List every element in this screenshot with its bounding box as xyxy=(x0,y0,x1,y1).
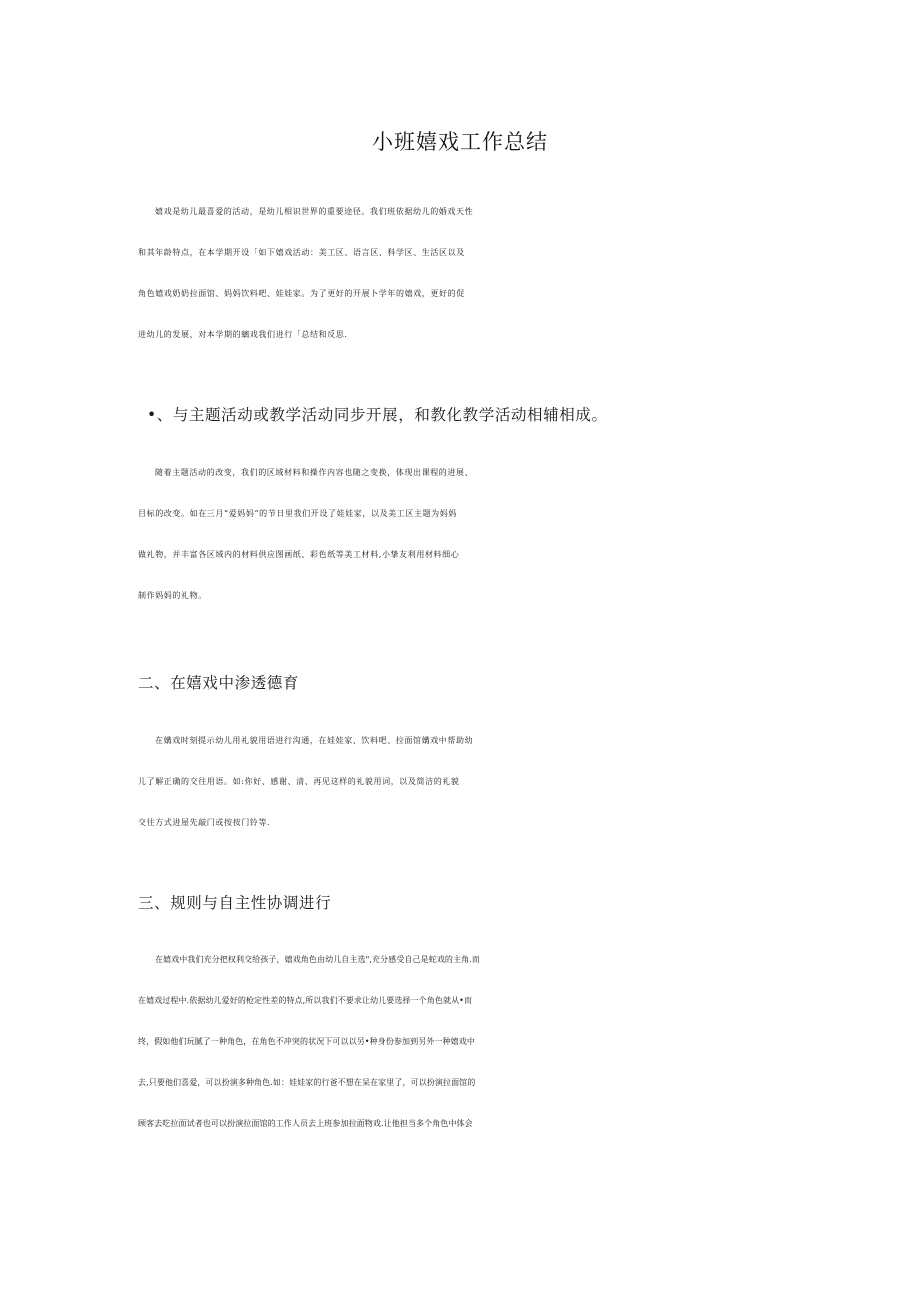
paragraph-line: 去,只要他们喜爱，可以扮演多种角色.如：娃娃家的行爸不想在呆在家里了，可以扮演拉面馆的 xyxy=(138,1078,476,1087)
paragraph-line: 在嬉戏过程中.依据幼儿爱好的枪定性差的特点,所以我们不要求让幼儿要选择一个角色就从•而 xyxy=(138,996,473,1005)
paragraph-line: 目标的改变。如在三月“爱妈妈”的节日里我们开设了娃娃家，以及美工区主题为妈妈 xyxy=(138,509,457,518)
paragraph-line: 交往方式进屋先敲门或按按门铃等. xyxy=(138,818,271,827)
paragraph-line: 进幼儿的发展，对本学期的螭戏我们进行「总结和反思. xyxy=(138,330,348,339)
paragraph-line: 和其年龄特点，在本学期开设「如下嬉戏活动：美工区、语言区、科学区、生活区以及 xyxy=(138,248,465,257)
paragraph-line: 随着主题活动的改变，我们的区域材料和操作内容也随之变换，体现出课程的进展、 xyxy=(155,468,474,477)
paragraph-line: 角色嬉戏奶奶拉面馆、妈妈饮料吧、娃娃家。为了更好的开展卜学年的嬉戏，更好的促 xyxy=(138,289,465,298)
intro-paragraph xyxy=(138,191,786,355)
paragraph-line: 顾客去吃拉面试者也可以扮演拉面馆的工作人员去上班参加拉面物戏.让他担当多个角色中体会 xyxy=(138,1119,473,1128)
section-heading-1: •、与主题活动或教学活动同步开展，和教化教学活动相辅相成。 xyxy=(147,406,608,424)
paragraph-line: 在嬉戏中我们充分把权利交给孩子，嬉戏角色由幼儿自主选",充分感受自己是蛇戏的主角.而 xyxy=(155,955,480,964)
paragraph-line: 终，假如他们玩腻了一种角色，在角色不冲突的状况下可以以另•种身份参加到另外一种嬉戏中 xyxy=(138,1037,475,1046)
section-3-paragraph xyxy=(138,939,786,1144)
paragraph-line: 嬉戏是幼儿最喜爱的活动，是幼儿相识世界的重要途径。我们班依据幼儿的婚戏天性 xyxy=(155,207,474,216)
section-2-paragraph xyxy=(138,720,786,843)
section-heading-2: 二、在嬉戏中渗透德育 xyxy=(138,674,300,692)
section-heading-3: 三、规则与自主性协调进行 xyxy=(138,894,332,912)
paragraph-line: 制作妈妈的礼物。 xyxy=(138,591,207,600)
section-1-paragraph xyxy=(138,452,786,616)
page-title: 小班嬉戏工作总结 xyxy=(372,130,548,154)
paragraph-line: 在媾戏时刻提示幼儿用礼貌用语进行沟通，在娃娃家、饮料吧、拉面馆媾戏中帮助幼 xyxy=(155,736,474,745)
paragraph-line: 儿了解正确的交往用语。如:你好、感谢、清、再见这样的礼貌用词，以及简洁的礼貌 xyxy=(138,777,460,786)
paragraph-line: 做礼物，并丰富各区域内的材料供应图画纸、彩色纸等美工材料,小挚友利用材料细心 xyxy=(138,550,460,559)
